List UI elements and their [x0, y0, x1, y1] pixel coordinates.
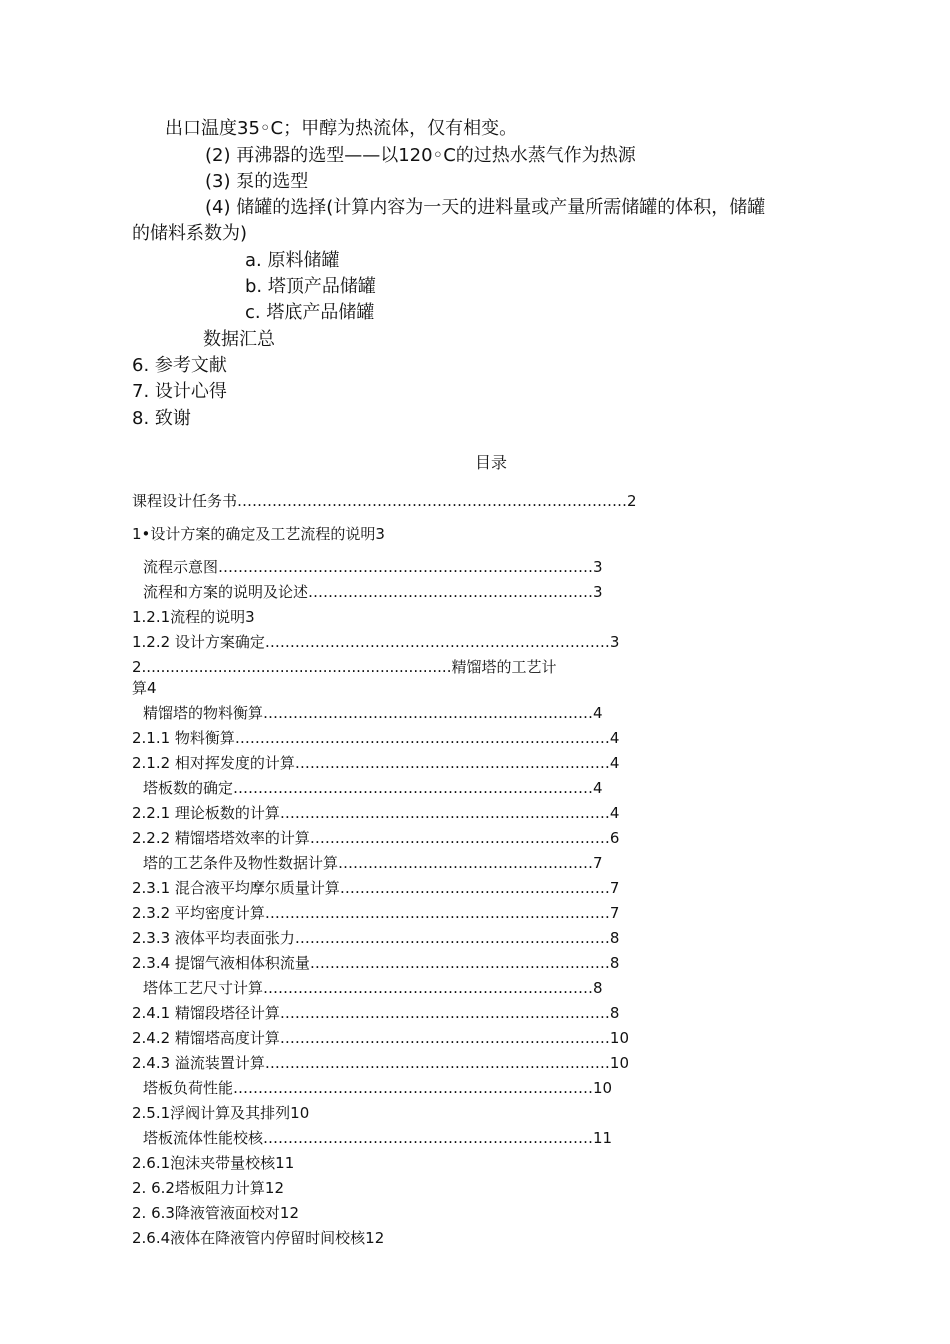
- toc-entry: 2. 6.3降液管液面校对12: [132, 1204, 300, 1222]
- toc-entry: 1.2.1流程的说明3: [132, 608, 255, 626]
- section-heading: 6. 参考文献: [132, 355, 227, 376]
- toc-title: 目录: [475, 453, 508, 472]
- toc-entry: 2.4.2 精馏塔高度计算…………………………………………………………10: [132, 1029, 630, 1047]
- toc-entry: 2.1.2 相对挥发度的计算………………………………………………………4: [132, 754, 620, 772]
- toc-entry: 算4: [132, 679, 157, 697]
- toc-entry: 流程示意图…………………………………………………………………3: [143, 558, 603, 576]
- section-heading: 7. 设计心得: [132, 381, 227, 402]
- toc-entry: 1.2.2 设计方案确定……………………………………………………………3: [132, 633, 620, 651]
- body-text-line: (2) 再沸器的选型——以120◦C的过热水蒸气作为热源: [205, 145, 636, 166]
- toc-entry: 塔板负荷性能………………………………………………………………10: [143, 1079, 613, 1097]
- toc-entry: 2.4.1 精馏段塔径计算…………………………………………………………8: [132, 1004, 620, 1022]
- list-item: a. 原料储罐: [245, 250, 340, 271]
- section-heading: 数据汇总: [203, 329, 275, 350]
- toc-entry: 2.3.2 平均密度计算……………………………………………………………7: [132, 904, 620, 922]
- toc-entry: 1•设计方案的确定及工艺流程的说明3: [132, 525, 385, 543]
- toc-entry: 2.................................................................精馏塔的工艺计: [132, 658, 557, 676]
- body-text-line: (4) 储罐的选择(计算内容为一天的进料量或产量所需储罐的体积，储罐: [205, 197, 766, 218]
- body-text-line: (3) 泵的选型: [205, 171, 309, 192]
- toc-entry: 2.6.4液体在降液管内停留时间校核12: [132, 1229, 385, 1247]
- list-item: c. 塔底产品储罐: [245, 302, 375, 323]
- toc-entry: 2.5.1浮阀计算及其排列10: [132, 1104, 310, 1122]
- body-text-line: 的储料系数为): [132, 223, 248, 244]
- toc-entry: 塔体工艺尺寸计算…………………………………………………………8: [143, 979, 603, 997]
- toc-entry: 塔板数的确定………………………………………………………………4: [143, 779, 603, 797]
- toc-entry: 流程和方案的说明及论述…………………………………………………3: [143, 583, 603, 601]
- toc-entry: 课程设计任务书……………………………………………………………………2: [132, 492, 637, 510]
- toc-entry: 2.3.3 液体平均表面张力………………………………………………………8: [132, 929, 620, 947]
- section-heading: 8. 致谢: [132, 408, 191, 429]
- toc-entry: 2.2.1 理论板数的计算…………………………………………………………4: [132, 804, 620, 822]
- toc-entry: 2.6.1泡沫夹带量校核11: [132, 1154, 295, 1172]
- toc-entry: 2.3.1 混合液平均摩尔质量计算………………………………………………7: [132, 879, 620, 897]
- toc-entry: 2. 6.2塔板阻力计算12: [132, 1179, 285, 1197]
- body-text-line: 出口温度35◦C；甲醇为热流体，仅有相变。: [165, 118, 518, 139]
- toc-entry: 2.1.1 物料衡算…………………………………………………………………4: [132, 729, 620, 747]
- toc-entry: 精馏塔的物料衡算…………………………………………………………4: [143, 704, 603, 722]
- toc-entry: 2.3.4 提馏气液相体积流量……………………………………………………8: [132, 954, 620, 972]
- toc-entry: 2.2.2 精馏塔塔效率的计算……………………………………………………6: [132, 829, 620, 847]
- toc-entry: 塔板流体性能校核…………………………………………………………11: [143, 1129, 613, 1147]
- toc-entry: 2.4.3 溢流装置计算……………………………………………………………10: [132, 1054, 630, 1072]
- toc-entry: 塔的工艺条件及物性数据计算……………………………………………7: [143, 854, 603, 872]
- list-item: b. 塔顶产品储罐: [245, 276, 376, 297]
